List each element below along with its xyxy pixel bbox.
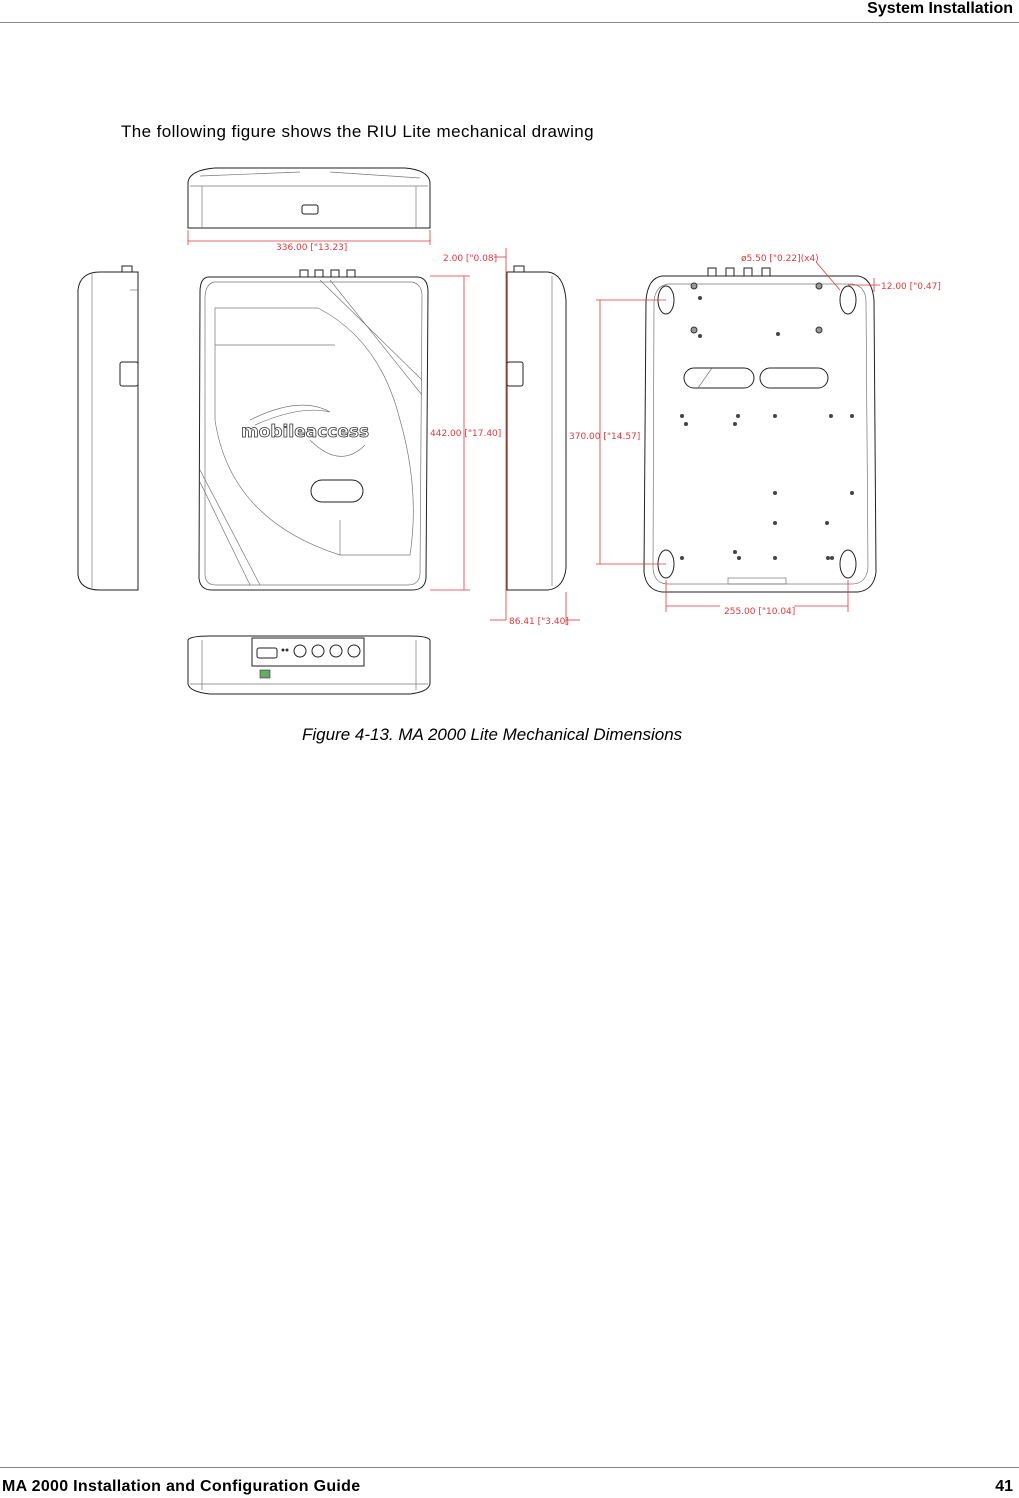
intro-paragraph: The following figure shows the RIU Lite mechanical drawing [121,122,594,141]
document-title: MA 2000 Installation and Configuration Guide [2,1478,361,1495]
dim-edge-offset: 12.00 ["0.47] [881,282,941,292]
dim-hole-spacing-horizontal: 255.00 ["10.04] [724,607,796,617]
back-view [644,268,876,592]
bottom-view [188,636,430,694]
right-side-view [507,266,566,590]
logo-text: mobileaccess [241,422,370,442]
mechanical-drawing [0,0,1019,720]
left-side-view [78,266,138,590]
top-view [188,168,430,228]
dim-offset: 2.00 ["0.08] [443,254,498,264]
figure-caption: Figure 4-13. MA 2000 Lite Mechanical Dimensions [302,725,683,744]
page-number: 41 [995,1478,1013,1495]
front-view [199,270,428,590]
dim-hole-diameter: ø5.50 ["0.22](x4) [741,254,819,264]
section-title: System Installation [867,0,1013,17]
dim-depth: 86.41 ["3.40] [509,617,569,627]
dim-height: 442.00 ["17.40] [430,429,502,439]
page-footer [0,1467,1019,1498]
dim-hole-spacing-vertical: 370.00 ["14.57] [569,432,641,442]
dim-width: 336.00 ["13.23] [276,243,348,253]
